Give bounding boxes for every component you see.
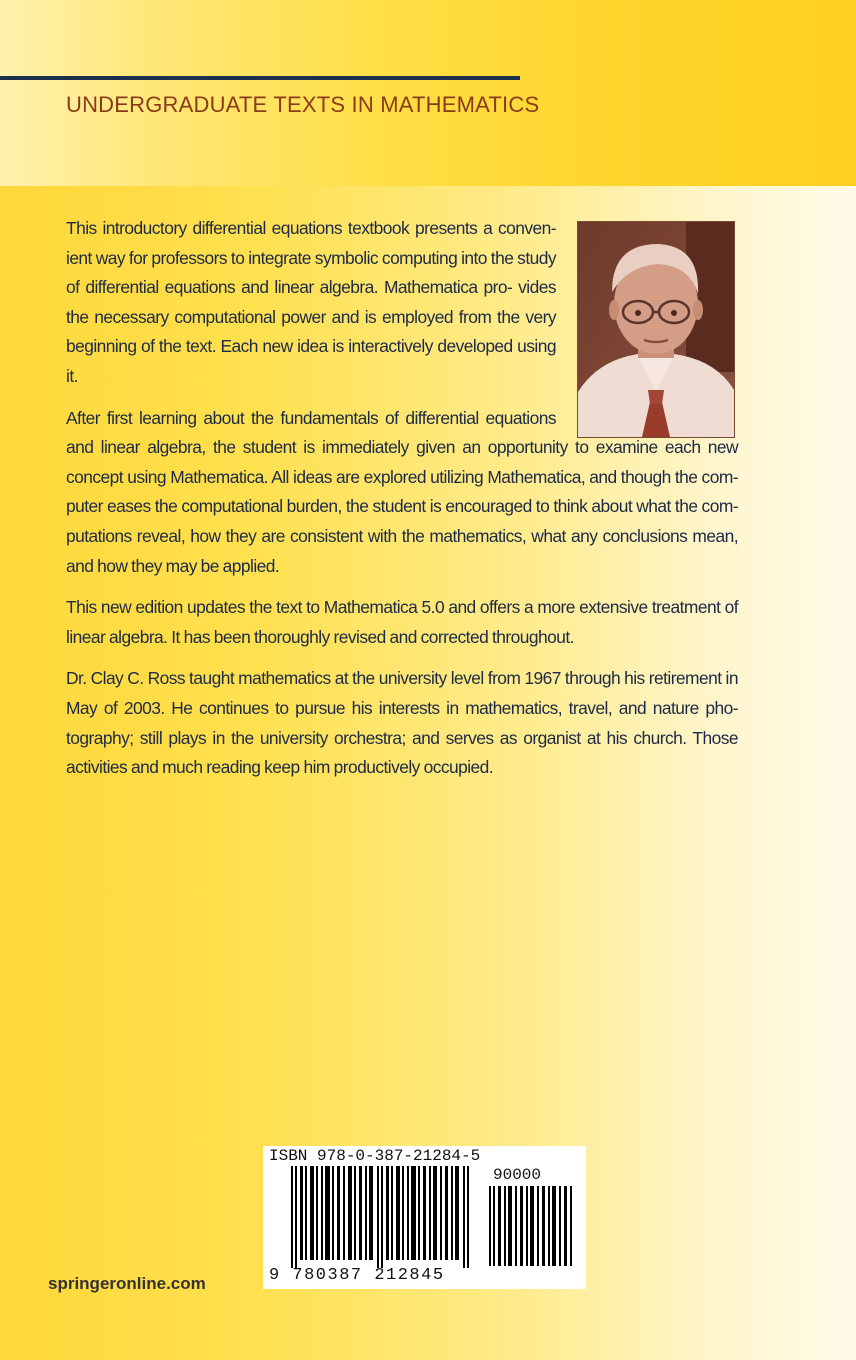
ean-digits: 9 780387 212845 [269,1266,445,1285]
paragraph-approach: After first learning about the fundamentals of differential equations and linear algebra, the student is immediately given an opportunity to examine each new concept using Mathematica. All ideas are explored utilizing Mathematica, and though the com- puter eases the computational burden, the student is encouraged to think about what the com- putations reveal, how they are consistent with the mathematics, what any conclusions mean, and how they may be applied. [66,407,738,576]
series-title: UNDERGRADUATE TEXTS IN MATHEMATICS [66,92,540,117]
price-code: 90000 [493,1166,542,1184]
paragraph-intro: This introductory differential equations textbook presents a conven- ient way for professors to integrate symbolic computing into the study of differential equations and linear algebra. Mathematica pro- vides the necessary computational power and is employed from the very beginning of the text. Each new idea is interactively developed using it. [66,218,556,386]
barcode-label [263,1146,586,1289]
author-photo [577,221,735,438]
header-rule [0,76,520,80]
author-portrait-image [578,222,734,437]
paragraph-edition: This new edition updates the text to Mathematica 5.0 and offers a more extensive treatment of linear algebra. It has been thoroughly revised and corrected throughout. [66,597,738,647]
ean-barcode-bars [291,1166,477,1268]
publisher-website[interactable]: springeronline.com [48,1274,206,1293]
paragraph-author-bio: Dr. Clay C. Ross taught mathematics at the university level from 1967 through his retirement in May of 2003. He continues to pursue his interests in mathematics, travel, and nature pho- tography; still plays in the university orchestra; and serves as organist at his church. Those activities and much reading keep him productively occupied. [66,668,738,778]
price-addon-bars [489,1186,577,1266]
isbn-number: ISBN 978-0-387-21284-5 [269,1147,481,1165]
